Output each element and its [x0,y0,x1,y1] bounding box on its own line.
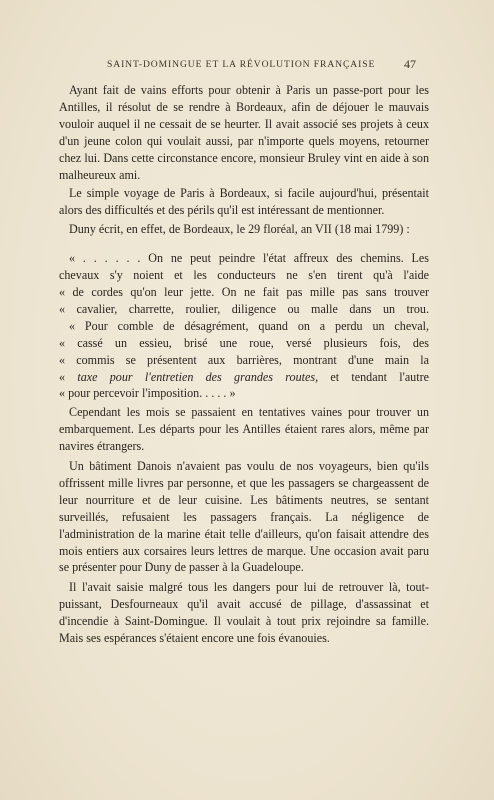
page-number: 47 [404,57,416,71]
running-title: SAINT-DOMINGUE ET LA RÉVOLUTION FRANÇAISE [107,59,376,70]
quote-line: « de cordes qu'on leur jette. On ne fait pas mille pas sans trouver [59,284,429,299]
paragraph-4: Cependant les mois se passaient en tentatives vaines pour trouver un embarquement. Les départs pour les Antilles étaient rares alors, même par navires étrangers. [59,405,429,454]
page-header [0,59,494,75]
paragraph-2: Le simple voyage de Paris à Bordeaux, si facile aujourd'hui, présentait alors des difficultés et des périls qu'il est intéressant de mentionner. [59,186,429,218]
quote-line: « pour percevoir l'imposition. . . . . » [59,386,236,401]
quote-line [59,369,429,386]
paragraph-6: Il l'avait saisie malgré tous les dangers pour lui de retrouver là, tout-puissant, Desfourneaux qu'il avait accusé de pillage, d'assassinat et d'incendie à Saint-Domingue. Il voulait à tout prix rejoindre sa famille. Mais ses espérances s'étaient encore une fois évanouies. [59,580,429,646]
body-text [59,82,429,647]
paragraph-1: Ayant fait de vains efforts pour obtenir à Paris un passe-port pour les Antilles, il résolut de se rendre à Bordeaux, afin de déjouer le mauvais vouloir auquel il ne cessait de se heurter. Il avait associé ses projets à ceux d'un jeune colon qui voulait aussi, par n'importe quels moyens, retourner chez lui. Dans cette circonstance encore, monsieur Bruley vint en aide à son malheureux ami. [59,83,429,182]
quote-prefix: « [59,369,78,384]
quote-line: chevaux s'y noient et les conducteurs ne s'en tirent qu'à l'aide [59,268,429,283]
quote-italic: taxe pour l'entretien des grandes routes, [77,369,319,384]
paragraph-3: Duny écrit, en effet, de Bordeaux, le 29 floréal, an VII (18 mai 1799) : [69,222,410,237]
quote-line: « Pour comble de désagrément, quand on a perdu un cheval, [69,318,429,333]
quote-suffix: et tendant l'autre [318,369,429,384]
quote-line: « . . . . . . On ne peut peindre l'état affreux des chemins. Les [69,251,429,266]
letter-quote [59,250,429,402]
quote-line: « cassé un essieu, brisé une roue, versé plusieurs fois, des [59,335,429,350]
quote-line: « commis se présentent aux barrières, montrant d'une main la [59,352,429,367]
quote-line: « cavalier, charrette, roulier, diligence ou malle dans un trou. [59,301,429,316]
paragraph-5: Un bâtiment Danois n'avaient pas voulu de nos voyageurs, bien qu'ils offrissent mille livres par personne, et que les passagers se chargeassent de leur nourriture et de leur cuisine. Les bâtiments neutres, se sentant surveillés, refusaient les passagers français. La négligence de l'administration de la marine était telle d'ailleurs, qu'on faisait attendre des mois entiers aux corsaires leurs lettres de marque. Une occasion avait paru se présenter pour Duny de passer à la Guadeloupe. [59,459,429,575]
